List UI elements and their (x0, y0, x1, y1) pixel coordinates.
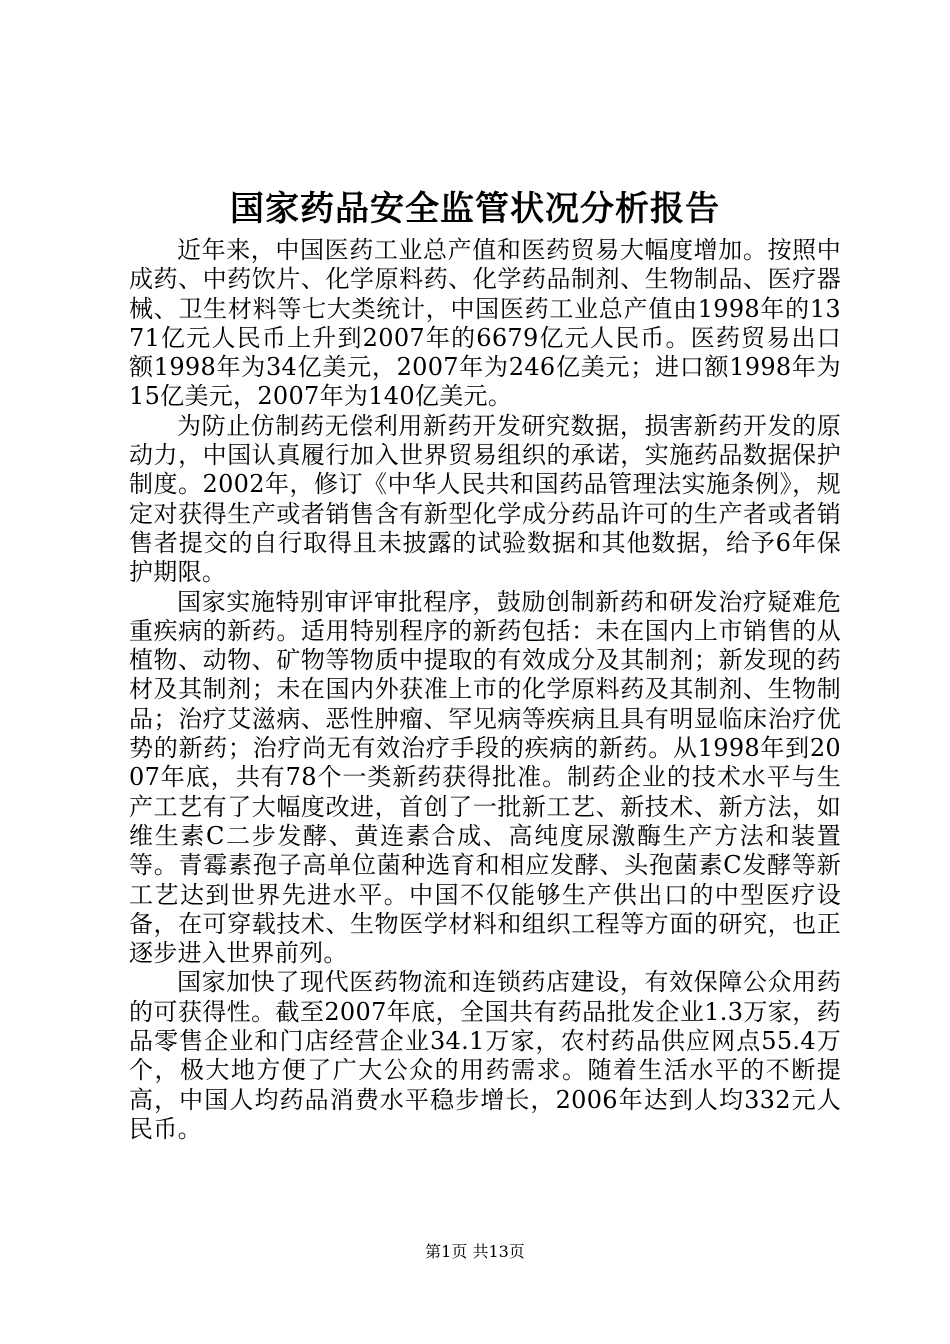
paragraph-1: 近年来，中国医药工业总产值和医药贸易大幅度增加。按照中成药、中药饮片、化学原料药、化学药品制剂、生物制品、医疗器械、卫生材料等七大类统计，中国医药工业总产值由1998年的1371亿元人民币上升到2007年的6679亿元人民币。医药贸易出口额1998年为34亿美元，2007年为246亿美元；进口额1998年为15亿美元，2007年为140亿美元。 (129, 236, 841, 411)
paragraph-3: 国家实施特别审评审批程序，鼓励创制新药和研发治疗疑难危重疾病的新药。适用特别程序的新药包括：未在国内上市销售的从植物、动物、矿物等物质中提取的有效成分及其制剂；新发现的药材及其制剂；未在国内外获准上市的化学原料药及其制剂、生物制品；治疗艾滋病、恶性肿瘤、罕见病等疾病且具有明显临床治疗优势的新药；治疗尚无有效治疗手段的疾病的新药。从1998年到2007年底，共有78个一类新药获得批准。制药企业的技术水平与生产工艺有了大幅度改进，首创了一批新工艺、新技术、新方法，如维生素C二步发酵、黄连素合成、高纯度尿激酶生产方法和装置等。青霉素孢子高单位菌种选育和相应发酵、头孢菌素C发酵等新工艺达到世界先进水平。中国不仅能够生产供出口的中型医疗设备，在可穿载技术、生物医学材料和组织工程等方面的研究，也正逐步进入世界前列。 (129, 587, 841, 968)
document-title: 国家药品安全监管状况分析报告 (230, 189, 720, 229)
paragraph-2: 为防止仿制药无偿利用新药开发研究数据，损害新药开发的原动力，中国认真履行加入世界贸易组织的承诺，实施药品数据保护制度。2002年，修订《中华人民共和国药品管理法实施条例》，规定对获得生产或者销售含有新型化学成分药品许可的生产者或者销售者提交的自行取得且未披露的试验数据和其他数据，给予6年保护期限。 (129, 411, 841, 587)
document-body (129, 236, 841, 1144)
paragraph-4: 国家加快了现代医药物流和连锁药店建设，有效保障公众用药的可获得性。截至2007年底，全国共有药品批发企业1.3万家，药品零售企业和门店经营企业34.1万家，农村药品供应网点55.4万个，极大地方便了广大公众的用药需求。随着生活水平的不断提高，中国人均药品消费水平稳步增长，2006年达到人均332元人民币。 (129, 968, 841, 1143)
page-number-footer: 第1页 共13页 (425, 1242, 525, 1261)
